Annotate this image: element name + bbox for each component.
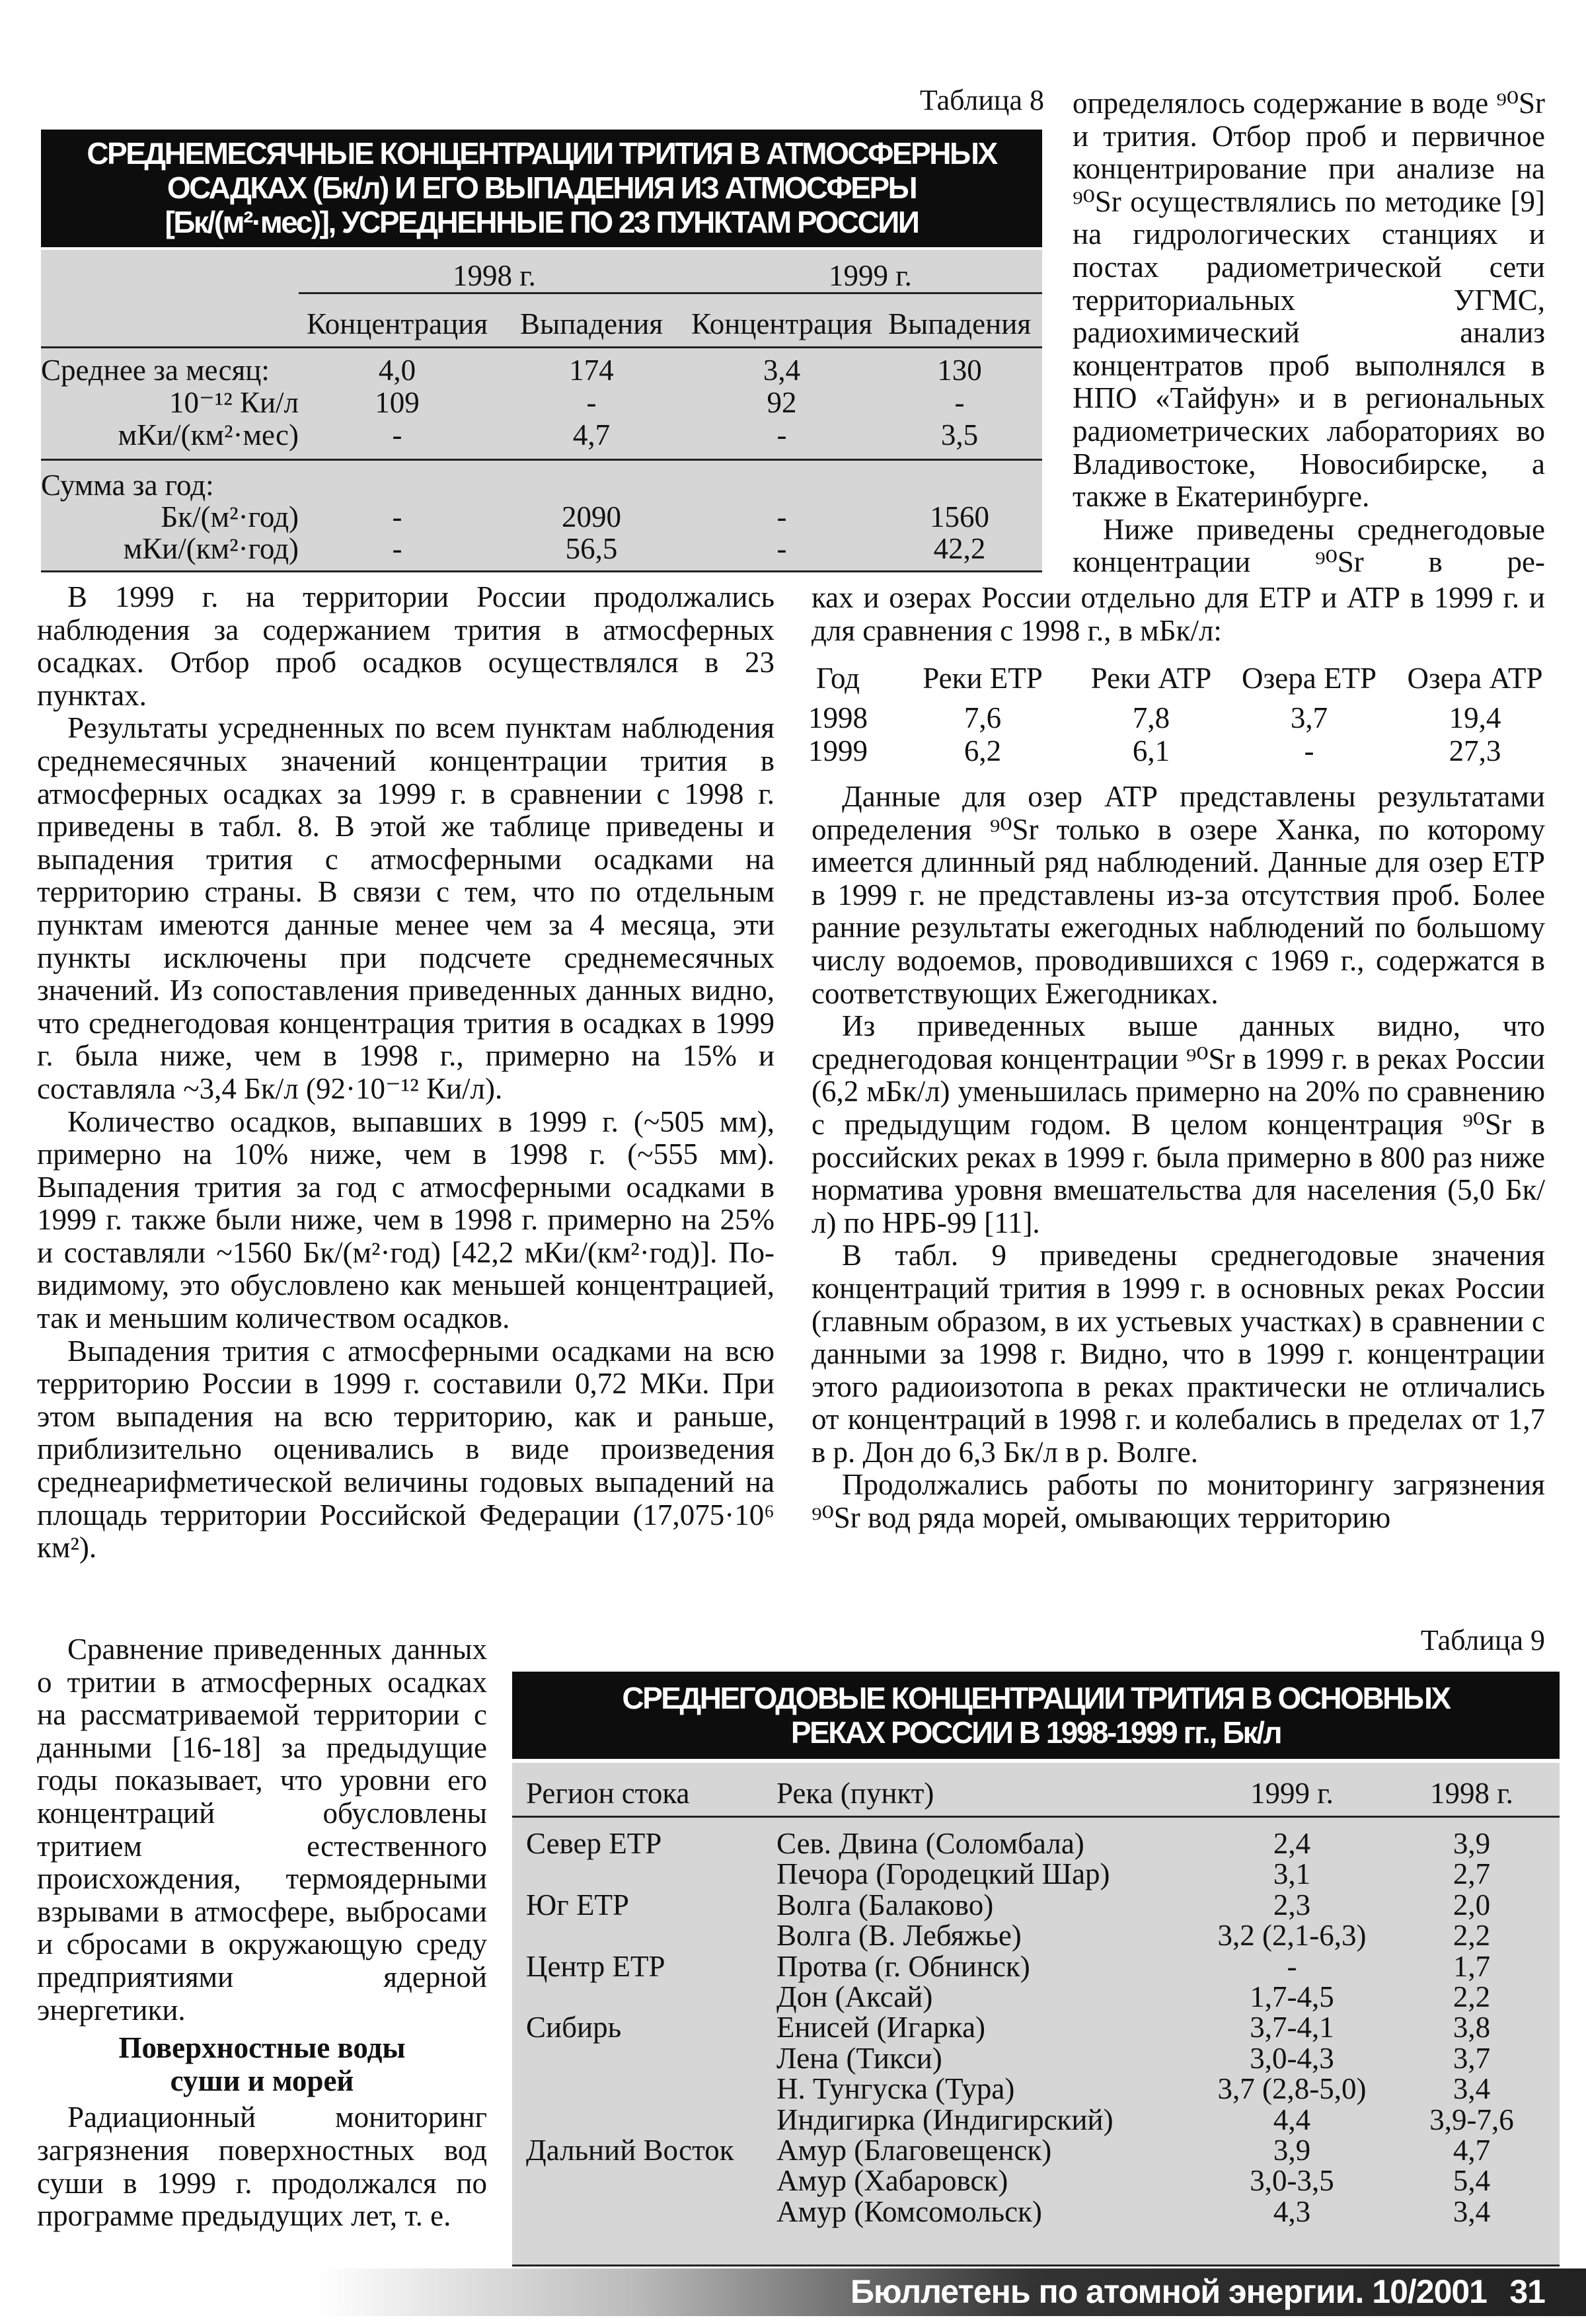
table-cell: 1998 — [808, 701, 868, 734]
table8-caption: Таблица 8 — [919, 84, 1044, 116]
year-header: 1998 г. — [453, 259, 536, 292]
river-cell: Волга (Балаково) — [776, 1888, 994, 1921]
river-cell: Индигирка (Индигирский) — [776, 2103, 1114, 2136]
river-cell: Печора (Городецкий Шар) — [776, 1857, 1110, 1891]
divider — [512, 1816, 1560, 1818]
table-cell: 42,2 — [933, 532, 986, 565]
value-1999: 1,7-4,5 — [1250, 1980, 1334, 2013]
paragraph: Ниже приведены среднегодовые концентрации ⁹⁰Sr в ре- — [1073, 512, 1545, 579]
column-header: Реки АТР — [1090, 662, 1212, 695]
river-cell: Амур (Комсомольск) — [776, 2194, 1042, 2228]
divider — [41, 459, 1042, 461]
section-heading-line: суши и морей — [170, 2064, 354, 2097]
value-1998: 2,7 — [1453, 1857, 1491, 1891]
river-cell: Дон (Аксай) — [776, 1980, 933, 2013]
row-label: мКи/(км²·мес) — [118, 418, 299, 451]
column-header: Выпадения — [519, 307, 663, 340]
table-cell: 6,2 — [963, 734, 1002, 767]
column-header: Озера ЕТР — [1242, 662, 1377, 695]
value-1999: 3,7-4,1 — [1250, 2011, 1334, 2044]
value-1999: - — [1287, 1949, 1297, 1983]
value-1999: 3,7 (2,8-5,0) — [1217, 2072, 1367, 2106]
table-cell: 27,3 — [1449, 734, 1501, 767]
table8 — [41, 250, 1042, 572]
section-heading-line: Поверхностные воды — [118, 2031, 406, 2065]
table-cell: 109 — [375, 386, 420, 419]
value-1999: 3,0-3,5 — [1250, 2164, 1334, 2198]
table-cell: 4,0 — [378, 354, 416, 387]
right-column-top — [1073, 87, 1545, 579]
table-cell: 130 — [937, 354, 982, 387]
table-cell: 3,7 — [1290, 701, 1328, 734]
left-column-narrow — [37, 1633, 487, 2233]
table8-title-line: СРЕДНЕМЕСЯЧНЫЕ КОНЦЕНТРАЦИИ ТРИТИЯ В АТМОСФЕРНЫХ — [87, 136, 997, 171]
value-1999: 3,9 — [1273, 2134, 1311, 2167]
table-cell: - — [776, 418, 787, 451]
year-header: 1999 г. — [829, 259, 912, 292]
value-1999: 4,3 — [1273, 2194, 1311, 2228]
paragraph: Сравнение приведенных данных о тритии в атмосферных осадках на рассматриваемой территории с данными [16-18] за предыдущие годы показывает, что уровни его концентраций обусловлены тритием естественного происхождения, термоядерными взрывами в атмосфере, выбросами и сбросами в окружающую среду предприятиями ядерной энергетики. — [37, 1633, 487, 2027]
value-1998: 5,4 — [1453, 2164, 1491, 2198]
paragraph: Из приведенных выше данных видно, что среднегодовая концентрации ⁹⁰Sr в 1999 г. в реках России (6,2 мБк/л) уменьшилась примерно на 20% по сравнению с предыдущим годом. В целом концентрация ⁹⁰Sr в российских реках в 1999 г. была примерно в 800 раз ниже норматива уровня вмешательства для населения (5,0 Бк/л) по НРБ-99 [11]. — [812, 1009, 1545, 1239]
divider — [512, 2265, 1560, 2266]
row-label: 10⁻¹² Ки/л — [169, 386, 299, 419]
river-cell: Енисей (Игарка) — [776, 2011, 986, 2044]
value-1999: 2,4 — [1273, 1827, 1311, 1860]
paragraph: определялось содержание в воде ⁹⁰Sr и трития. Отбор проб и первичное концентрирование при анализе на ⁹⁰Sr осуществлялись по методике [9] на гидрологических станциях и постах радиометрической сети территориальных УГМС, радиохимический анализ концентратов проб выполнялся в НПО «Тайфун» и в региональных радиометрических лабораториях во Владивостоке, Новосибирске, а также в Екатеринбурге. — [1073, 87, 1545, 514]
table-cell: 7,8 — [1132, 701, 1170, 734]
value-1998: 2,0 — [1453, 1888, 1491, 1921]
table-cell: - — [392, 532, 402, 565]
left-column — [37, 581, 774, 1565]
region-cell: Сибирь — [526, 2011, 622, 2044]
paragraph: Количество осадков, выпавших в 1999 г. (~505 мм), примерно на 10% ниже, чем в 1998 г. (~555 мм). Выпадения трития за год с атмосферными осадками в 1999 г. также были ниже, чем в 1998 г. примерно на 25% и составляли ~1560 Бк/(м²·год) [42,2 мКи/(км²·год)]. По-видимому, это обусловлено как меньшей концентрацией, так и меньшим количеством осадков. — [37, 1104, 774, 1335]
value-1998: 2,2 — [1453, 1919, 1491, 1953]
column-header: 1998 г. — [1430, 1777, 1513, 1810]
table-cell: 3,5 — [940, 418, 979, 451]
value-1998: 3,8 — [1453, 2011, 1491, 2044]
value-1999: 4,4 — [1273, 2103, 1311, 2136]
river-cell: Протва (г. Обнинск) — [776, 1949, 1030, 1983]
table9-title — [512, 1672, 1560, 1759]
river-cell: Сев. Двина (Соломбала) — [776, 1827, 1084, 1860]
table-cell: - — [392, 418, 402, 451]
table9-title-line: РЕКАХ РОССИИ В 1998-1999 гг., Бк/л — [790, 1715, 1281, 1750]
table-cell: 4,7 — [572, 418, 611, 451]
value-1998: 4,7 — [1453, 2134, 1491, 2167]
table9-caption: Таблица 9 — [1420, 1624, 1545, 1656]
row-label: Сумма за год: — [41, 469, 214, 502]
value-1998: 3,7 — [1453, 2041, 1491, 2075]
value-1999: 3,2 (2,1-6,3) — [1217, 1919, 1367, 1953]
table-cell: 19,4 — [1449, 701, 1501, 734]
sr90-table — [808, 661, 1545, 767]
table9-title-line: СРЕДНЕГОДОВЫЕ КОНЦЕНТРАЦИИ ТРИТИЯ В ОСНОВНЫХ — [622, 1681, 1450, 1715]
table-cell: 2090 — [562, 500, 621, 533]
table-cell: - — [392, 500, 402, 533]
paragraph: В 1999 г. на территории России продолжались наблюдения за содержанием трития в атмосферных осадках. Отбор проб осадков осуществлялся в 23 пунктах. — [37, 580, 774, 712]
table8-title-line: [Бк/(м²·мес)], УСРЕДНЕННЫЕ ПО 23 ПУНКТАМ РОССИИ — [165, 205, 919, 239]
table-cell: 3,4 — [763, 354, 801, 387]
column-header: Год — [815, 662, 860, 695]
divider — [41, 346, 1042, 348]
row-label: мКи/(км²·год) — [123, 532, 299, 565]
table-cell: - — [776, 500, 787, 533]
column-header: Реки ЕТР — [923, 662, 1043, 695]
value-1998: 3,9-7,6 — [1429, 2103, 1514, 2136]
paragraph: Выпадения трития с атмосферными осадками на всю территорию России в 1999 г. составили 0,72 МКи. При этом выпадения на всю территорию, как и раньше, приблизительно оценивались в виде произведения среднеарифметической величины годовых выпадений на площадь территории Российской Федерации (17,075·10⁶ км²). — [37, 1334, 774, 1565]
value-1999: 3,1 — [1273, 1857, 1311, 1891]
value-1998: 3,4 — [1453, 2194, 1491, 2228]
column-header: Концентрация — [691, 307, 873, 340]
region-cell: Север ЕТР — [526, 1827, 662, 1860]
table-cell: 7,6 — [963, 701, 1002, 734]
table-cell: 1560 — [930, 500, 989, 533]
river-cell: Амур (Благовещенск) — [776, 2134, 1052, 2167]
column-header: Выпадения — [887, 307, 1032, 340]
paragraph: ках и озерах России отдельно для ЕТР и АТР в 1999 г. и для сравнения с 1998 г., в мБк/л: — [812, 581, 1545, 647]
divider — [299, 292, 1042, 294]
value-1998: 3,9 — [1453, 1827, 1491, 1860]
value-1998: 2,2 — [1453, 1980, 1491, 2013]
table-cell: - — [586, 386, 597, 419]
value-1999: 3,0-4,3 — [1250, 2041, 1334, 2075]
column-header: Регион стока — [526, 1777, 690, 1810]
region-cell: Центр ЕТР — [526, 1949, 665, 1983]
column-header: Озера АТР — [1407, 662, 1543, 695]
paragraph: Данные для озер АТР представлены результатами определения ⁹⁰Sr только в озере Ханка, по которому имеется длинный ряд наблюдений. Данные для озер ЕТР в 1999 г. не представлены из-за отсутствия проб. Более ранние результаты ежегодных наблюдений по большому числу водоемов, проводившихся с 1969 г., содержатся в соответствующих Ежегодниках. — [812, 780, 1545, 1010]
table8-title-line: ОСАДКАХ (Бк/л) И ЕГО ВЫПАДЕНИЯ ИЗ АТМОСФЕРЫ — [167, 171, 917, 205]
river-cell: Лена (Тикси) — [776, 2041, 942, 2075]
paragraph: Радиационный мониторинг загрязнения поверхностных вод суши в 1999 г. продолжался по программе предыдущих лет, т. е. — [37, 2101, 487, 2233]
value-1999: 2,3 — [1273, 1888, 1311, 1921]
table-cell: 56,5 — [565, 532, 618, 565]
river-cell: Н. Тунгуска (Тура) — [776, 2072, 1015, 2106]
region-cell: Юг ЕТР — [526, 1888, 629, 1921]
river-cell: Волга (В. Лебяжье) — [776, 1919, 1022, 1953]
value-1998: 3,4 — [1453, 2072, 1491, 2106]
region-cell: Дальний Восток — [526, 2134, 734, 2167]
table-cell: - — [776, 532, 787, 565]
table-cell: - — [1304, 734, 1314, 767]
right-column-mid — [812, 582, 1545, 647]
table-cell: 6,1 — [1132, 734, 1170, 767]
column-header: Река (пункт) — [776, 1777, 934, 1810]
paragraph: В табл. 9 приведены среднегодовые значения концентраций трития в 1999 г. в основных реках России (главным образом, в их устьевых участках) в сравнении с данными за 1998 г. Видно, что в 1999 г. концентрации этого радиоизотопа в реках практически не отличались от концентраций в 1998 г. и колебались в пределах от 1,7 в р. Дон до 6,3 Бк/л в р. Волге. — [812, 1239, 1545, 1469]
divider — [41, 570, 1042, 572]
paragraph: Результаты усредненных по всем пунктам наблюдения среднемесячных значений концентрации трития в атмосферных осадках за 1999 г. в сравнении с 1998 г. приведены в табл. 8. В этой же таблице приведены и выпадения трития с атмосферными осадками на территорию страны. В связи с тем, что по отдельным пунктам имеются данные менее чем за 4 месяца, эти пункты исключены при подсчете среднемесячных значений. Из сопоставления приведенных данных видно, что среднегодовая концентрация трития в осадках в 1999 г. была ниже, чем в 1998 г., примерно на 15% и составляла ~3,4 Бк/л (92·10⁻¹² Ки/л). — [37, 711, 774, 1105]
table-cell: 92 — [767, 386, 797, 419]
table8-title — [41, 130, 1042, 247]
table9 — [512, 1763, 1560, 2266]
river-cell: Амур (Хабаровск) — [776, 2164, 1008, 2198]
column-header: 1999 г. — [1250, 1777, 1334, 1810]
row-label: Среднее за месяц: — [41, 354, 270, 387]
journal-name: Бюллетень по атомной энергии. 10/2001 — [850, 2273, 1487, 2310]
table-cell: 1999 — [808, 734, 868, 767]
right-column-bottom — [812, 781, 1545, 1535]
footer-band — [0, 2268, 1586, 2316]
column-header: Концентрация — [306, 307, 488, 340]
row-label: Бк/(м²·год) — [161, 500, 299, 533]
table-cell: 174 — [569, 354, 614, 387]
section-heading — [37, 2032, 487, 2097]
table-cell: - — [954, 386, 965, 419]
value-1998: 1,7 — [1453, 1949, 1491, 1983]
paragraph: Продолжались работы по мониторингу загрязнения ⁹⁰Sr вод ряда морей, омывающих территорию — [812, 1468, 1545, 1535]
page-number: 31 — [1509, 2273, 1545, 2310]
